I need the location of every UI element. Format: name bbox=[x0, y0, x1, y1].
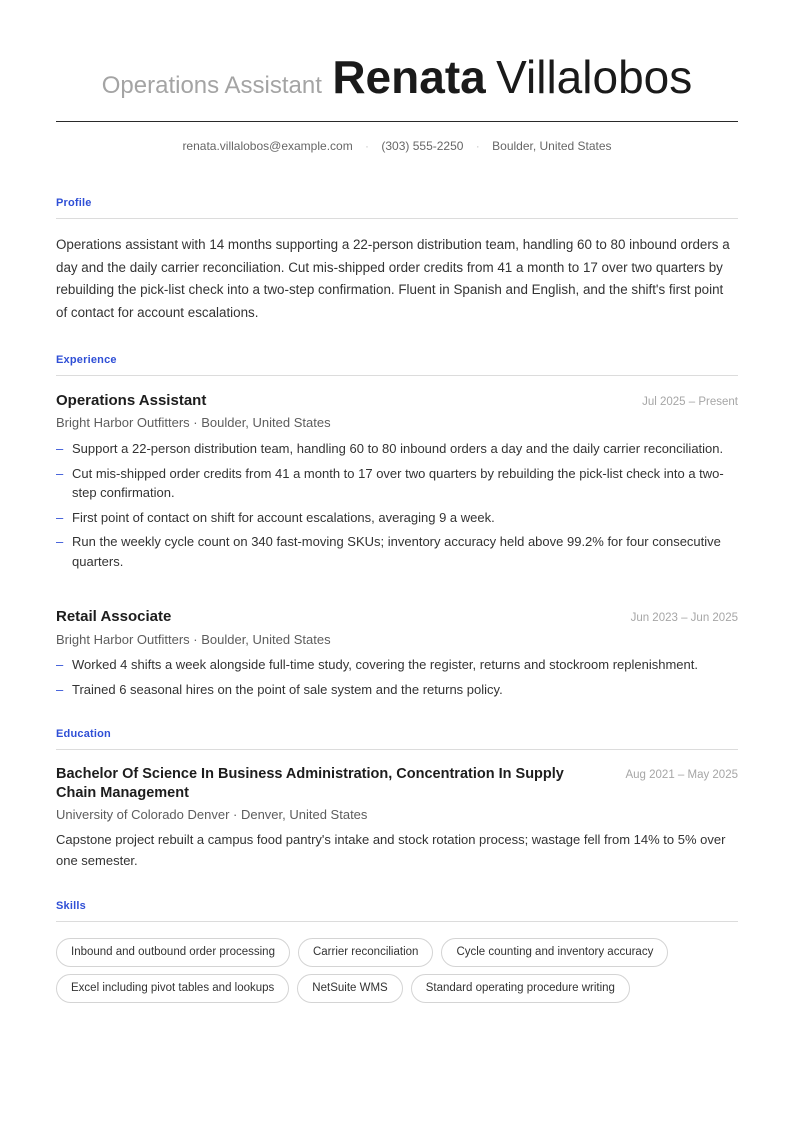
job-bullet-list bbox=[56, 439, 738, 576]
section-heading-profile: Profile bbox=[56, 197, 738, 219]
location: Boulder, United States bbox=[492, 139, 612, 153]
school-name: University of Colorado Denver · Denver, United States bbox=[56, 807, 368, 822]
degree-title: Bachelor Of Science In Business Administration, Concentration In Supply Chain Management bbox=[56, 766, 564, 801]
job-company: Bright Harbor Outfitters · Boulder, United States bbox=[56, 415, 331, 430]
list-item: – Trained 6 seasonal hires on the point of sale system and the returns policy. bbox=[56, 680, 738, 700]
name-line bbox=[56, 50, 738, 104]
skill-chip: Inbound and outbound order processing bbox=[56, 938, 290, 967]
job-bullet-list bbox=[56, 655, 738, 704]
job-dates: Jul 2025 – Present bbox=[642, 396, 738, 408]
skill-chip: Carrier reconciliation bbox=[298, 938, 433, 967]
skills-list bbox=[56, 938, 738, 1010]
section-heading-experience: Experience bbox=[56, 354, 738, 376]
job-dates: Jun 2023 – Jun 2025 bbox=[630, 612, 738, 624]
resume-page bbox=[56, 0, 738, 994]
resume-header bbox=[56, 0, 738, 122]
last-name: Villalobos bbox=[496, 51, 693, 103]
skill-chip: Excel including pivot tables and lookups bbox=[56, 974, 289, 1003]
phone-number[interactable]: (303) 555-2250 bbox=[381, 139, 464, 153]
list-item: – Worked 4 shifts a week alongside full-time study, covering the register, returns and stockroom replenishment. bbox=[56, 655, 738, 675]
separator-dot: · bbox=[475, 139, 480, 153]
list-item: – First point of contact on shift for account escalations, averaging 9 a week. bbox=[56, 508, 738, 528]
profile-summary: Operations assistant with 14 months supporting a 22-person distribution team, handling 60 to 80 inbound orders a day and the daily carrier reconciliation. Cut mis-shipped order credits from 41 a month to 17 over two quarters by rebuilding the pick-list check into a two-step confirmation. Fluent in Spanish and English, and the shift's first point of contact for account escalations. bbox=[56, 237, 730, 321]
job-company: Bright Harbor Outfitters · Boulder, United States bbox=[56, 632, 331, 647]
skills-row bbox=[56, 974, 738, 1003]
skill-chip: Cycle counting and inventory accuracy bbox=[441, 938, 668, 967]
section-heading-education: Education bbox=[56, 728, 738, 750]
first-name: Renata bbox=[332, 51, 486, 103]
list-item: – Cut mis-shipped order credits from 41 a month to 17 over two quarters by rebuilding the pick-list check into a two-step confirmation. bbox=[56, 464, 738, 503]
list-item: – Support a 22-person distribution team, handling 60 to 80 inbound orders a day and the daily carrier reconciliation. bbox=[56, 439, 738, 459]
job-role: Operations Assistant bbox=[101, 72, 322, 99]
email-link[interactable]: renata.villalobos@example.com bbox=[182, 139, 353, 153]
section-heading-skills: Skills bbox=[56, 900, 738, 922]
education-dates: Aug 2021 – May 2025 bbox=[625, 769, 738, 781]
list-item: – Run the weekly cycle count on 340 fast-moving SKUs; inventory accuracy held above 99.2% for four consecutive quarters. bbox=[56, 532, 738, 571]
separator-dot: · bbox=[365, 139, 370, 153]
education-description: Capstone project rebuilt a campus food pantry's intake and stock rotation process; wastage fell from 14% to 5% over one semester. bbox=[56, 832, 726, 868]
skills-row bbox=[56, 938, 738, 967]
job-title: Retail Associate bbox=[56, 608, 172, 625]
skill-chip: Standard operating procedure writing bbox=[411, 974, 630, 1003]
job-title: Operations Assistant bbox=[56, 392, 207, 409]
contact-line bbox=[56, 139, 738, 153]
skill-chip: NetSuite WMS bbox=[297, 974, 402, 1003]
